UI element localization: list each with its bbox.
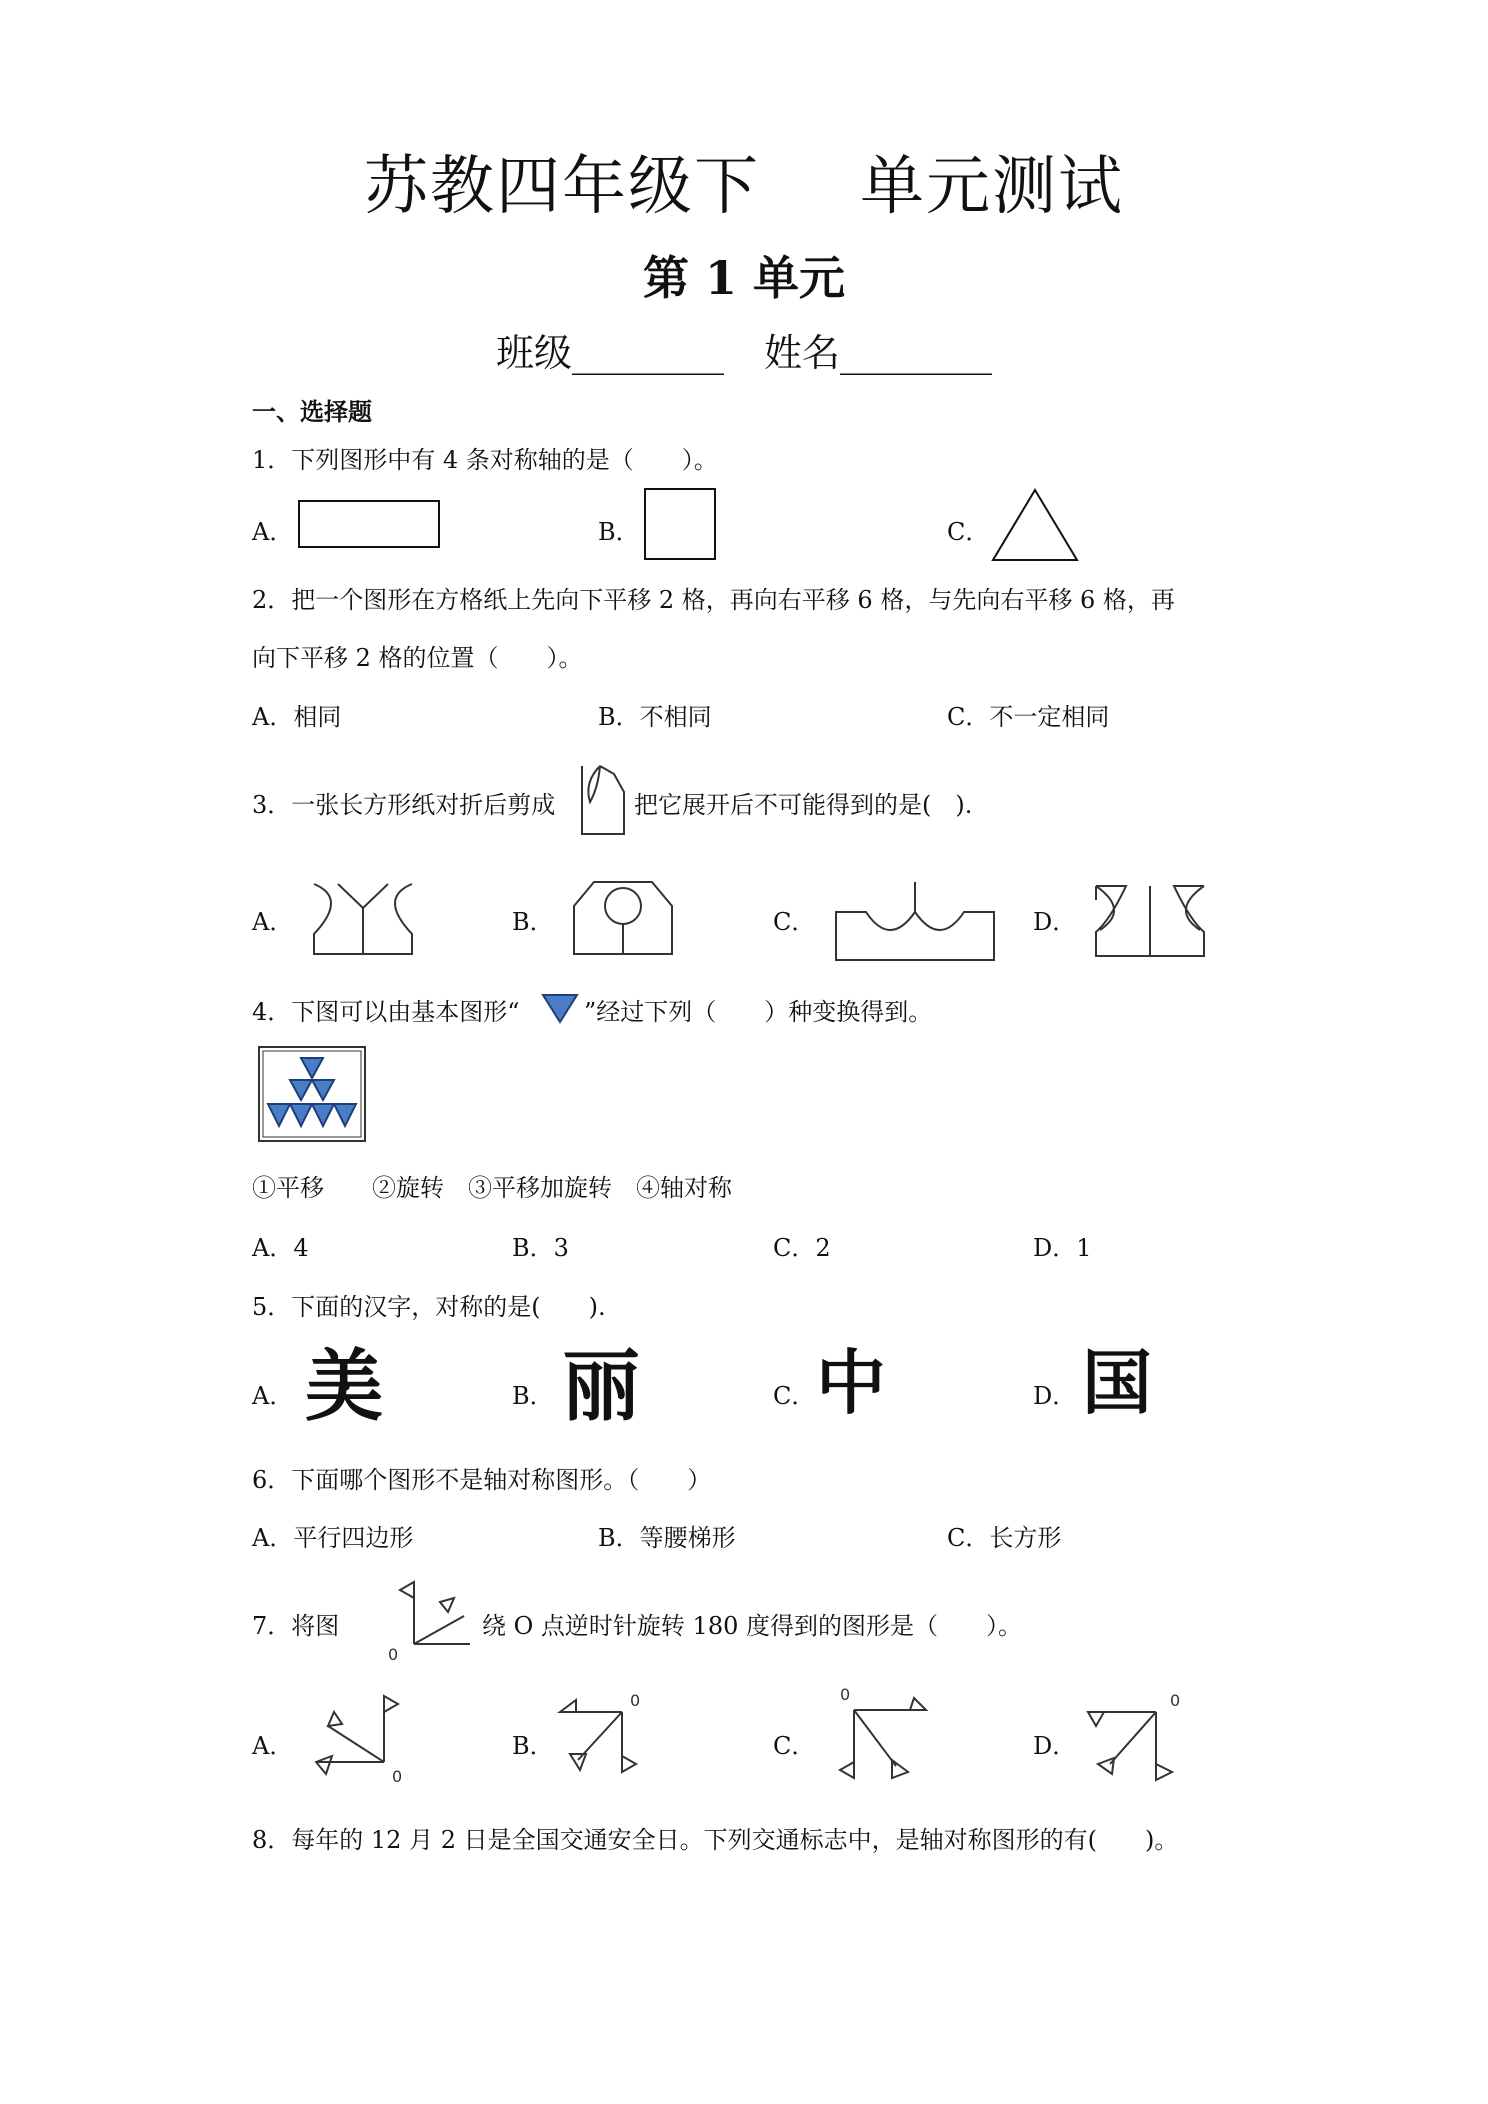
rotation-source-figure <box>384 1572 474 1662</box>
q5-option-a: A． <box>252 1382 294 1410</box>
q1-option-b: B． <box>598 518 640 546</box>
question-6: 6．下面哪个图形不是轴对称图形。（ ） <box>252 1466 712 1494</box>
page-title <box>0 135 1488 227</box>
class-name-line <box>0 322 1488 377</box>
q7-option-b: B． <box>512 1732 554 1760</box>
question-2-line-1: 2．把一个图形在方格纸上先向下平移 2 格，再向右平移 6 格，与先向右平移 6 格，再 <box>252 586 1175 614</box>
rotated-figure-b <box>556 1690 656 1782</box>
unit-subtitle: 第 1 单元 <box>642 251 846 305</box>
rectangle-figure <box>298 500 440 548</box>
q1-option-c: C． <box>947 518 990 546</box>
question-7-start: 7．将图 <box>252 1612 340 1640</box>
name-field: 姓名________ <box>764 331 993 375</box>
folded-cut-shape-figure <box>578 762 630 838</box>
q5-option-b: B． <box>512 1382 554 1410</box>
q7-option-d: D． <box>1033 1732 1077 1760</box>
q6-option-c: C．长方形 <box>947 1524 1062 1552</box>
question-8: 8．每年的 12 月 2 日是全国交通安全日。下列交通标志中，是轴对称图形的有( )。 <box>252 1826 1179 1854</box>
q3-option-d: D． <box>1033 908 1077 936</box>
q2-option-b: B．不相同 <box>598 703 712 731</box>
o-point-label: 0 <box>388 1645 399 1664</box>
character-li: 丽 <box>562 1342 641 1432</box>
o-point-label: 0 <box>392 1767 403 1786</box>
q2-option-a: A．相同 <box>252 703 342 731</box>
character-guo: 国 <box>1082 1342 1152 1424</box>
q7-option-c: C． <box>773 1732 816 1760</box>
basic-triangle-icon <box>540 992 580 1024</box>
question-3-start: 3．一张长方形纸对折后剪成 <box>252 791 556 819</box>
unfolded-shape-d <box>1090 880 1210 960</box>
q3-option-c: C． <box>773 908 816 936</box>
question-1: 1．下列图形中有 4 条对称轴的是（ ）。 <box>252 446 718 474</box>
unfolded-shape-a <box>308 878 418 958</box>
rotated-figure-c <box>830 1680 940 1790</box>
title-part-b: 单元测试 <box>860 150 1124 224</box>
o-point-label: 0 <box>1170 1691 1181 1710</box>
question-5: 5．下面的汉字，对称的是( ). <box>252 1293 606 1321</box>
q6-option-a: A．平行四边形 <box>252 1524 414 1552</box>
q6-option-b: B．等腰梯形 <box>598 1524 736 1552</box>
rotated-figure-d <box>1082 1684 1192 1788</box>
o-point-label: 0 <box>840 1685 851 1704</box>
question-4-end: ”经过下列（ ）种变换得到。 <box>584 998 933 1026</box>
character-zhong: 中 <box>816 1342 886 1424</box>
q5-option-c: C． <box>773 1382 816 1410</box>
title-part-a: 苏教四年级下 <box>364 150 760 224</box>
rotated-figure-a <box>306 1690 406 1786</box>
question-7-end: 绕 O 点逆时针旋转 180 度得到的图形是（ ）。 <box>482 1612 1022 1640</box>
unfolded-shape-b <box>568 876 678 958</box>
square-figure <box>644 488 716 560</box>
q4-option-d: D．1 <box>1033 1234 1092 1262</box>
question-3-end: 把它展开后不可能得到的是( ). <box>634 791 973 819</box>
q4-option-a: A．4 <box>252 1234 309 1262</box>
unfolded-shape-c <box>830 876 1000 966</box>
character-mei: 美 <box>305 1342 384 1432</box>
triangle-figure <box>990 488 1080 563</box>
transform-options: ①平移 ②旋转 ③平移加旋转 ④轴对称 <box>252 1174 732 1202</box>
q3-option-b: B． <box>512 908 554 936</box>
q4-option-b: B．3 <box>512 1234 569 1262</box>
o-point-label: 0 <box>630 1691 641 1710</box>
question-4-start: 4．下图可以由基本图形“ <box>252 998 520 1026</box>
triangle-pattern-figure <box>258 1046 366 1142</box>
q3-option-a: A． <box>252 908 294 936</box>
q2-option-c: C．不一定相同 <box>947 703 1110 731</box>
q7-option-a: A． <box>252 1732 294 1760</box>
q1-option-a: A． <box>252 518 294 546</box>
class-field: 班级________ <box>495 331 724 375</box>
question-2-line-2: 向下平移 2 格的位置（ ）。 <box>252 644 583 672</box>
section-heading: 一、选择题 <box>252 398 372 426</box>
q5-option-d: D． <box>1033 1382 1077 1410</box>
q4-option-c: C．2 <box>773 1234 831 1262</box>
